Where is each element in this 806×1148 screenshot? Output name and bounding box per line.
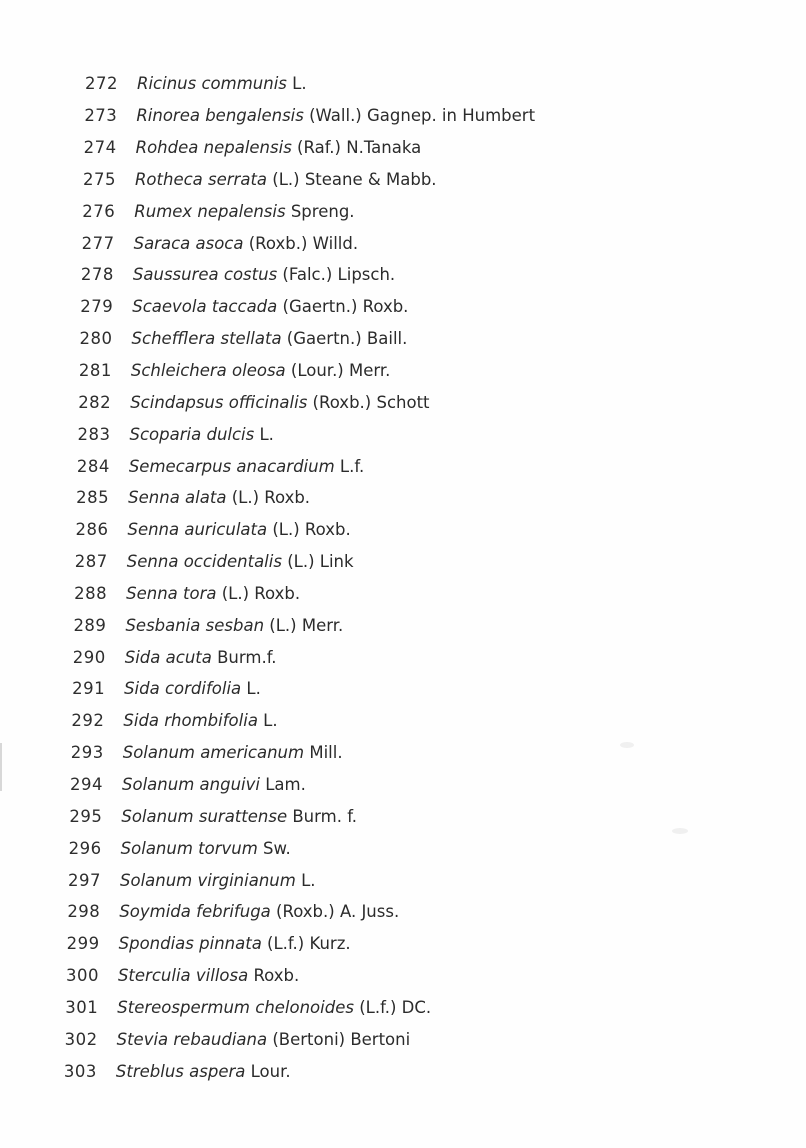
entry-number: 291 [72,679,106,699]
list-item [0,641,806,673]
species-name: Scaevola taccada [132,297,278,317]
list-item [0,132,806,164]
entry-number: 300 [65,966,99,986]
list-item [0,800,806,832]
entry-number: 276 [82,201,116,221]
list-item [0,609,806,641]
entry-number: 275 [82,169,116,189]
entry-number: 297 [68,870,101,890]
author-citation: L. [241,679,261,699]
author-citation: Lour. [245,1061,291,1081]
entry-text [136,138,422,157]
list-item [0,928,806,960]
entry-text [119,934,351,953]
entry-number: 285 [76,488,110,508]
author-citation: Roxb. [248,966,300,986]
species-name: Semecarpus anacardium [128,456,335,476]
list-item [0,960,806,992]
author-citation: Burm.f. [211,647,277,667]
entry-text [135,170,437,189]
list-item [0,1023,806,1055]
entry-text [125,648,277,667]
list-item [0,482,806,514]
list-item [0,164,806,196]
species-name: Spondias pinnata [118,934,262,954]
entry-text [123,711,277,730]
species-name: Stereospermum chelonoides [117,997,354,1017]
list-item [0,896,806,928]
species-name: Streblus aspera [115,1061,246,1081]
entry-text [131,361,391,380]
entry-text [136,106,535,125]
species-name: Sida cordifolia [124,679,242,699]
author-citation: L. [254,424,274,444]
author-citation: (Roxb.) Schott [307,392,430,412]
species-name: Rumex nepalensis [134,201,286,221]
species-name: Solanum torvum [120,838,258,858]
species-name: Rinorea bengalensis [136,106,304,126]
list-item [0,737,806,769]
entry-number: 301 [65,997,99,1017]
list-item [0,195,806,227]
species-name: Ricinus communis [137,74,287,94]
entry-text [130,393,429,412]
species-name: Scindapsus officinalis [130,392,308,412]
entry-number: 286 [75,520,109,540]
species-name: Solanum americanum [122,743,305,763]
entry-text [132,297,408,316]
species-name: Saussurea costus [132,265,278,285]
entry-text [127,520,350,539]
author-citation: (L.) Roxb. [226,488,311,508]
entry-number: 289 [73,615,107,635]
scan-smudge [620,742,634,748]
list-item [0,68,806,100]
entry-text [124,679,261,698]
species-name: Sida rhombifolia [123,711,258,731]
author-citation: Mill. [304,743,343,763]
entry-number: 296 [68,838,102,858]
author-citation: L. [295,870,316,890]
list-item [0,578,806,610]
species-name: Senna occidentalis [126,552,282,572]
author-citation: (Lour.) Merr. [285,361,391,381]
list-item [0,418,806,450]
author-citation: Spreng. [285,201,355,221]
list-item [0,832,806,864]
author-citation: (Gaertn.) Roxb. [277,297,409,317]
entry-number: 279 [80,297,114,317]
author-citation: (Gaertn.) Baill. [281,329,408,349]
species-name: Sterculia villosa [117,966,249,986]
entry-number: 302 [64,1029,98,1049]
species-list [0,68,806,1087]
species-name: Scoparia dulcis [129,424,255,444]
list-item [0,259,806,291]
entry-text [120,871,316,890]
list-item [0,450,806,482]
list-item [0,673,806,705]
entry-number: 294 [70,774,104,794]
entry-number: 293 [70,743,104,763]
author-citation: Sw. [257,838,291,858]
species-name: Solanum surattense [121,806,288,826]
entry-number: 277 [81,233,115,253]
scan-smudge [672,828,688,834]
species-name: Senna auriculata [127,520,268,540]
author-citation: Lam. [259,774,306,794]
entry-text [127,552,354,571]
entry-text [122,775,306,794]
species-name: Soymida febrifuga [119,902,271,922]
entry-text [126,584,300,603]
list-item [0,514,806,546]
species-name: Solanum anguivi [122,774,260,794]
entry-text [137,74,307,93]
list-item [0,355,806,387]
species-name: Saraca asoca [133,233,244,253]
species-name: Sesbania sesban [125,615,265,635]
entry-number: 288 [74,583,108,603]
entry-text [117,998,431,1017]
entry-text [117,1030,411,1049]
author-citation: Burm. f. [287,806,358,826]
entry-number: 283 [77,424,111,444]
list-item [0,769,806,801]
entry-number: 290 [72,647,106,667]
list-item [0,227,806,259]
list-item [0,705,806,737]
entry-number: 272 [85,74,118,94]
entry-text [116,1062,291,1081]
author-citation: (L.) Roxb. [267,520,351,540]
author-citation: (L.) Steane & Mabb. [267,169,437,189]
entry-text [121,807,357,826]
author-citation: L. [257,711,278,731]
author-citation: (L.) Merr. [264,615,344,635]
scan-artifact-left-edge [0,743,2,791]
author-citation: L.f. [334,456,365,476]
list-item [0,991,806,1023]
entry-number: 278 [80,265,114,285]
species-name: Schleichera oleosa [130,361,286,381]
entry-number: 280 [79,329,113,349]
entry-number: 282 [78,392,112,412]
entry-text [133,265,395,284]
entry-number: 292 [71,711,105,731]
author-citation: (Roxb.) Willd. [243,233,359,253]
entry-number: 299 [66,934,100,954]
author-citation: (Wall.) Gagnep. in Humbert [303,106,536,126]
entry-text [128,488,310,507]
species-name: Stevia rebaudiana [116,1029,268,1049]
author-citation: (L.f.) DC. [353,997,432,1017]
author-citation: (Roxb.) A. Juss. [270,902,400,922]
list-item [0,291,806,323]
species-name: Senna tora [126,583,217,603]
author-citation: (Bertoni) Bertoni [267,1029,411,1049]
species-name: Solanum virginianum [120,870,296,890]
list-item [0,100,806,132]
entry-text [123,743,343,762]
list-item [0,1055,806,1087]
species-name: Sida acuta [124,647,212,667]
entry-number: 303 [63,1061,97,1081]
entry-number: 281 [78,361,112,381]
list-item [0,386,806,418]
entry-text [121,839,291,858]
author-citation: (L.) Link [281,552,354,572]
entry-text [129,457,364,476]
entry-text [134,234,359,253]
entry-number: 284 [76,456,110,476]
entry-number: 274 [83,138,117,158]
species-name: Rohdea nepalensis [135,138,292,158]
list-item [0,323,806,355]
author-citation: (L.f.) Kurz. [261,934,351,954]
author-citation: (Falc.) Lipsch. [277,265,396,285]
species-name: Rotheca serrata [134,169,268,189]
entry-text [134,202,354,221]
author-citation: (L.) Roxb. [216,583,301,603]
entry-text [119,902,399,921]
list-item [0,546,806,578]
entry-number: 295 [69,806,103,826]
entry-text [118,966,299,985]
entry-number: 273 [84,106,118,126]
entry-number: 287 [74,552,108,572]
species-name: Senna alata [128,488,227,508]
author-citation: (Raf.) N.Tanaka [291,138,422,158]
entry-number: 298 [67,902,101,922]
author-citation: L. [286,74,307,94]
entry-text [125,616,343,635]
entry-text [130,425,274,444]
species-name: Schefflera stellata [131,329,282,349]
entry-text [132,329,408,348]
list-item [0,864,806,896]
